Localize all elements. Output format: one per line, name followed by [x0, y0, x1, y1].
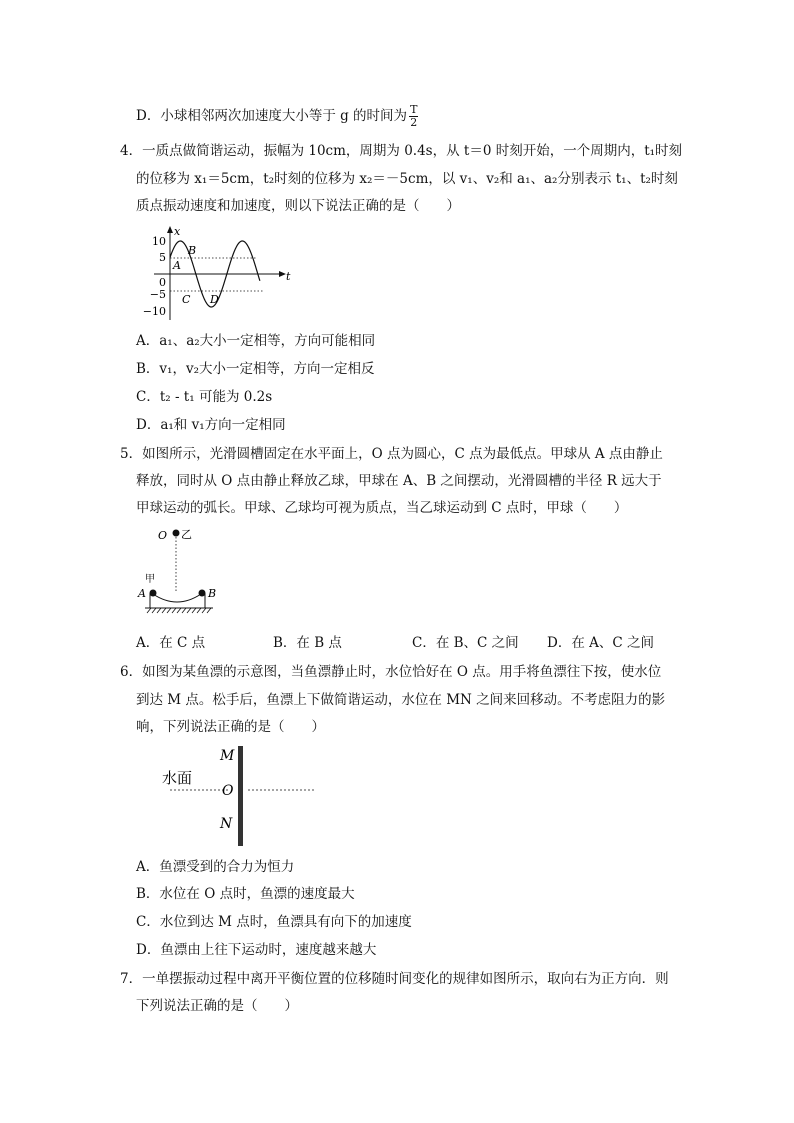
fishing-float	[238, 746, 243, 846]
q5-option-a[interactable]: A．在 C 点	[136, 635, 206, 651]
q5-stem-line2: 释放，同时从 O 点由静止释放乙球，甲球在 A、B 之间摆动，光滑圆槽的半径 R 远大于	[136, 473, 662, 489]
fraction-denominator: 2	[410, 116, 418, 129]
q4-option-a[interactable]: A．a₁、a₂大小一定相等，方向可能相同	[136, 333, 376, 349]
q3-option-d	[136, 104, 418, 129]
label-b: B	[208, 587, 217, 600]
y-tick-0: 0	[159, 276, 166, 289]
q4-displacement-time-graph	[140, 224, 300, 324]
q4-option-c[interactable]: C．t₂ - t₁ 可能为 0.2s	[136, 389, 273, 405]
q7-stem-line1: 7．一单摆振动过程中离开平衡位置的位移随时间变化的规律如图所示，取向右为正方向．则	[120, 971, 669, 987]
q3-option-d-text: D．小球相邻两次加速度大小等于 g 的时间为	[136, 108, 408, 124]
label-yi: 乙	[181, 528, 192, 541]
q4-stem-line3: 质点振动速度和加速度，则以下说法正确的是（ ）	[136, 198, 460, 214]
groove-arc	[153, 594, 201, 602]
label-water-surface: 水面	[162, 769, 193, 787]
q4-stem-line2: 的位移为 x₁＝5cm，t₂时刻的位移为 x₂＝－5cm，以 v₁、v₂和 a₁、a₂分别表示 t₁、t₂时刻	[136, 171, 678, 187]
fraction-t-over-2	[409, 104, 418, 129]
q5-stem-line1: 5．如图所示，光滑圆槽固定在水平面上，O 点为圆心，C 点为最低点。甲球从 A 点由静止	[120, 446, 663, 462]
q6-fishing-float-figure	[160, 742, 330, 850]
label-a: A	[138, 587, 146, 600]
q6-stem-line3: 响，下列说法正确的是（ ）	[136, 719, 325, 735]
q4-option-d[interactable]: D．a₁和 v₁方向一定相同	[136, 417, 286, 433]
point-label-a: A	[173, 259, 181, 272]
q6-option-b[interactable]: B．水位在 O 点时，鱼漂的速度最大	[136, 886, 355, 902]
y-axis-arrow-icon	[167, 226, 173, 233]
y-tick-neg5: −5	[149, 288, 166, 301]
x-axis-label: t	[286, 270, 291, 283]
y-axis-label: x	[174, 225, 181, 238]
point-label-b: B	[188, 244, 197, 257]
q5-option-b[interactable]: B．在 B 点	[273, 635, 342, 651]
q6-stem-line2: 到达 M 点。松手后，鱼漂上下做简谐运动，水位在 MN 之间来回移动。不考虑阻力的影	[136, 692, 666, 708]
label-jia: 甲	[145, 574, 155, 585]
q6-option-d[interactable]: D．鱼漂由上往下运动时，速度越来越大	[136, 942, 377, 958]
point-label-c: C	[182, 293, 191, 306]
label-n: N	[220, 816, 233, 832]
ball-yi	[173, 530, 180, 537]
q7-stem-line2: 下列说法正确的是（ ）	[136, 998, 298, 1014]
y-tick-neg10: −10	[142, 305, 166, 318]
label-o: O	[222, 783, 234, 799]
q5-option-d[interactable]: D．在 A、C 之间	[547, 635, 654, 651]
x-axis-arrow-icon	[279, 271, 286, 277]
q6-stem-line1: 6．如图为某鱼漂的示意图，当鱼漂静止时，水位恰好在 O 点。用手将鱼漂往下按，使水位	[120, 664, 662, 680]
fraction-numerator: T	[410, 103, 418, 116]
q6-option-c[interactable]: C．水位到达 M 点时，鱼漂具有向下的加速度	[136, 914, 412, 930]
q6-option-a[interactable]: A．鱼漂受到的合力为恒力	[136, 859, 295, 875]
point-label-d: D	[210, 293, 219, 306]
q4-stem-line1: 4．一质点做简谐运动，振幅为 10cm，周期为 0.4s，从 t＝0 时刻开始，一个周期内，t₁时刻	[120, 143, 683, 159]
q5-stem-line3: 甲球运动的弧长。甲球、乙球均可视为质点，当乙球运动到 C 点时，甲球（ ）	[136, 500, 628, 516]
y-tick-5: 5	[159, 251, 166, 264]
ground-hatching	[147, 608, 211, 613]
y-tick-10: 10	[152, 235, 166, 248]
q4-option-b[interactable]: B．v₁，v₂大小一定相等，方向一定相反	[136, 361, 375, 377]
label-m: M	[220, 748, 235, 764]
q5-option-c[interactable]: C．在 B、C 之间	[412, 635, 519, 651]
label-o: O	[158, 529, 168, 542]
q5-circular-groove-figure	[135, 522, 225, 622]
